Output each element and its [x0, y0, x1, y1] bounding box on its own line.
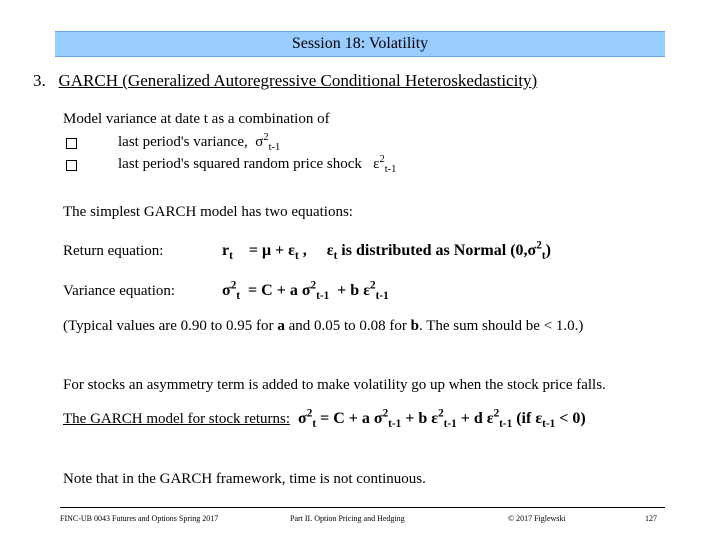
stock-model-equation: $\sigma^2_t = C + a$ $\sigma^2_{t-1} + b$ $\varepsilon^2_{t-1} + d$ $\varepsilon^2_{t-1}$ (if $\varepsilon_{t-1} < 0$) — [298, 407, 586, 431]
session-header — [55, 31, 665, 57]
intro-text: Model variance at date t as a combination of — [63, 111, 330, 127]
footer-copyright: © 2017 Figlewski — [508, 514, 566, 523]
checkbox-bullet-icon — [66, 138, 77, 149]
footer-part: Part II. Option Pricing and Hedging — [290, 514, 405, 523]
variance-equation: $\sigma^2_t = C + a$ $\sigma^2_{t-1} + b$ $\varepsilon^2_{t-1}$ — [222, 279, 389, 303]
stock-model-label: The GARCH model for stock returns: — [63, 411, 291, 427]
note-text: Note that in the GARCH framework, time is not continuous. — [63, 471, 426, 487]
simplest-text: The simplest GARCH model has two equations: — [63, 204, 353, 220]
footer-divider — [60, 507, 665, 508]
return-eq-label: Return equation: — [63, 243, 164, 259]
section-heading — [33, 71, 537, 91]
bullet-variance: last period's variance, $\sigma^2_{t-1}$ — [118, 132, 281, 153]
page-number: 127 — [645, 514, 657, 523]
asymmetry-text: For stocks an asymmetry term is added to make volatility go up when the stock price falls. — [63, 377, 606, 393]
session-title: Session 18: Volatility — [291, 35, 429, 52]
bullet-shock: last period's squared random price shock $\varepsilon^2_{t-1}$ — [118, 154, 397, 175]
typical-values: (Typical values are 0.90 to 0.95 for a and 0.05 to 0.08 for b. The sum should be < 1.0.) — [63, 318, 584, 334]
stock-model — [63, 407, 586, 431]
return-equation: $r_t$ = $\mu + \varepsilon_t$ , $\varepsilon_t$ is distributed as Normal $(0,\sigma^2_t)$ — [222, 239, 551, 263]
checkbox-bullet-icon — [66, 160, 77, 171]
variance-eq-label: Variance equation: — [63, 283, 176, 299]
footer-course: FINC-UB 0043 Futures and Options Spring 2017 — [60, 514, 219, 523]
section-number: 3. — [33, 71, 46, 90]
section-title: GARCH (Generalized Autoregressive Conditional Heteroskedasticity) — [58, 71, 538, 90]
